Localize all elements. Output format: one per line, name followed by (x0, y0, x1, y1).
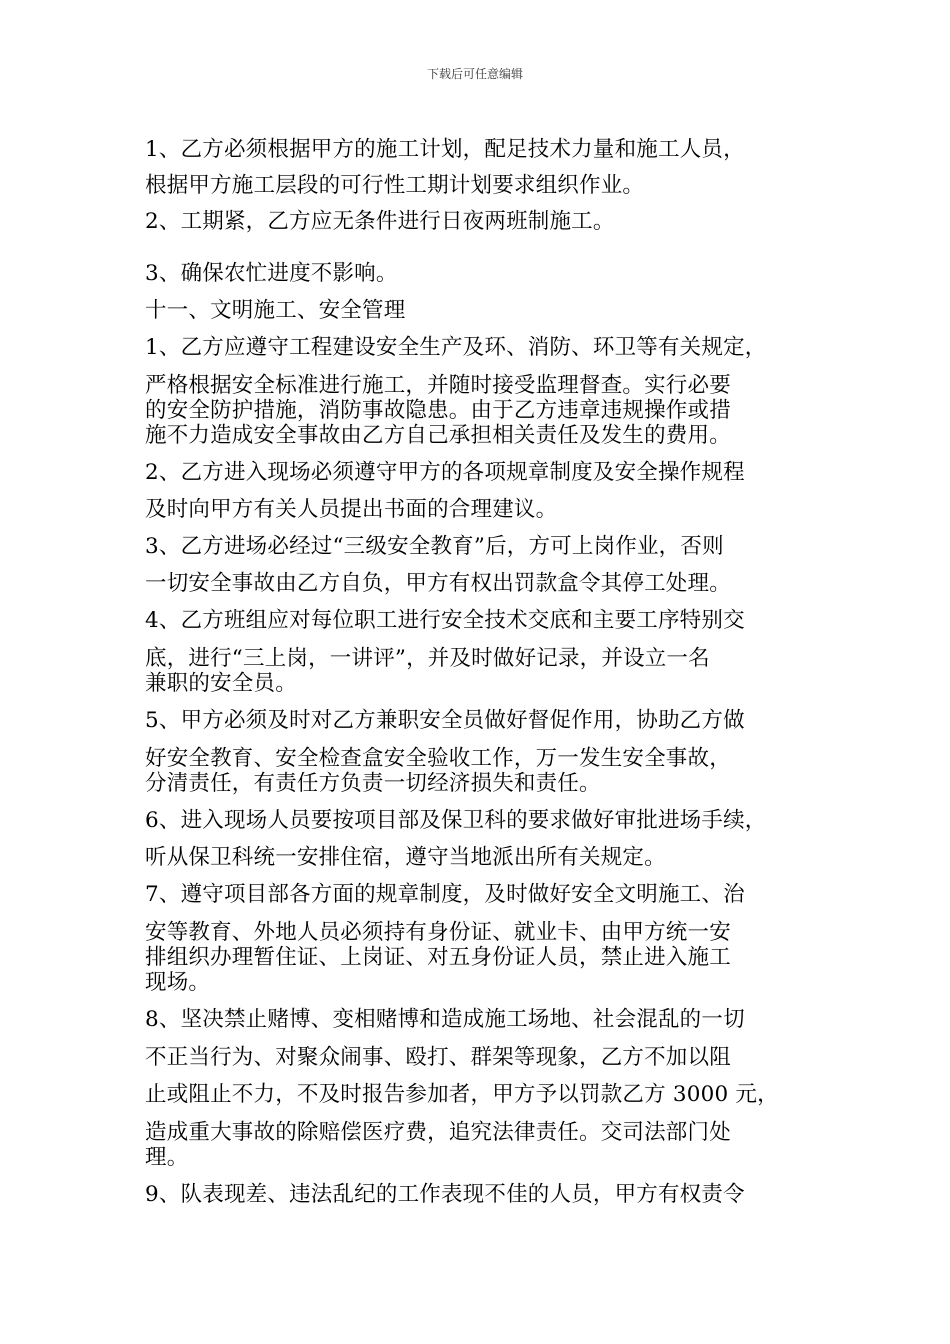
text-line: 5、甲方必须及时对乙方兼职安全员做好督促作用，协助乙方做 (145, 708, 745, 733)
page-header: 下载后可任意编辑 (426, 67, 523, 81)
text-line: 兼职的安全员。 (145, 671, 297, 696)
text-line: 严格根据安全标准进行施工，并随时接受监理督查。实行必要 (145, 373, 731, 398)
text-line: 底，进行“三上岗，一讲评”，并及时做好记录，并设立一名 (145, 646, 710, 671)
text-line: 现场。 (145, 970, 211, 995)
text-line: 1、乙方必须根据甲方的施工计划，配足技术力量和施工人员， (145, 137, 745, 162)
text-line: 3、乙方进场必经过“三级安全教育”后，方可上岗作业，否则 (145, 534, 724, 559)
text-line: 一切安全事故由乙方自负，甲方有权出罚款盒令其停工处理。 (145, 571, 731, 596)
text-line: 1、乙方应遵守工程建设安全生产及环、消防、环卫等有关规定， (145, 335, 767, 360)
text-line: 根据甲方施工层段的可行性工期计划要求组织作业。 (145, 173, 645, 198)
text-line: 施不力造成安全事故由乙方自己承担相关责任及发生的费用。 (145, 423, 731, 448)
text-line: 不正当行为、对聚众闹事、殴打、群架等现象，乙方不加以阻 (145, 1045, 731, 1070)
text-line: 好安全教育、安全检查盒安全验收工作，万一发生安全事故， (145, 746, 731, 771)
text-line: 6、进入现场人员要按项目部及保卫科的要求做好审批进场手续， (145, 808, 767, 833)
text-line: 安等教育、外地人员必须持有身份证、就业卡、由甲方统一安 (145, 920, 731, 945)
text-line: 分清责任，有责任方负责一切经济损失和责任。 (145, 771, 601, 796)
text-line: 及时向甲方有关人员提出书面的合理建议。 (145, 497, 558, 522)
text-line: 8、坚决禁止赌博、变相赌博和造成施工场地、社会混乱的一切 (145, 1007, 745, 1032)
text-line: 9、队表现差、违法乱纪的工作表现不佳的人员，甲方有权责令 (145, 1182, 745, 1207)
text-line: 2、工期紧，乙方应无条件进行日夜两班制施工。 (145, 209, 615, 234)
text-line: 的安全防护措施，消防事故隐患。由于乙方违章违规操作或措 (145, 398, 731, 423)
text-line: 排组织办理暂住证、上岗证、对五身份证人员，禁止进入施工 (145, 945, 731, 970)
text-line: 7、遵守项目部各方面的规章制度，及时做好安全文明施工、治 (145, 882, 745, 907)
text-line: 2、乙方进入现场必须遵守甲方的各项规章制度及安全操作规程 (145, 460, 745, 485)
text-line: 止或阻止不力，不及时报告参加者，甲方予以罚款乙方 3000 元， (145, 1082, 779, 1107)
section-heading: 十一、文明施工、安全管理 (145, 298, 406, 323)
text-line: 4、乙方班组应对每位职工进行安全技术交底和主要工序特别交 (145, 608, 745, 633)
text-line: 3、确保农忙进度不影响。 (145, 261, 398, 286)
text-line: 听从保卫科统一安排住宿，遵守当地派出所有关规定。 (145, 845, 666, 870)
text-line: 造成重大事故的除赔偿医疗费，追究法律责任。交司法部门处 (145, 1120, 731, 1145)
text-line: 理。 (145, 1145, 189, 1170)
